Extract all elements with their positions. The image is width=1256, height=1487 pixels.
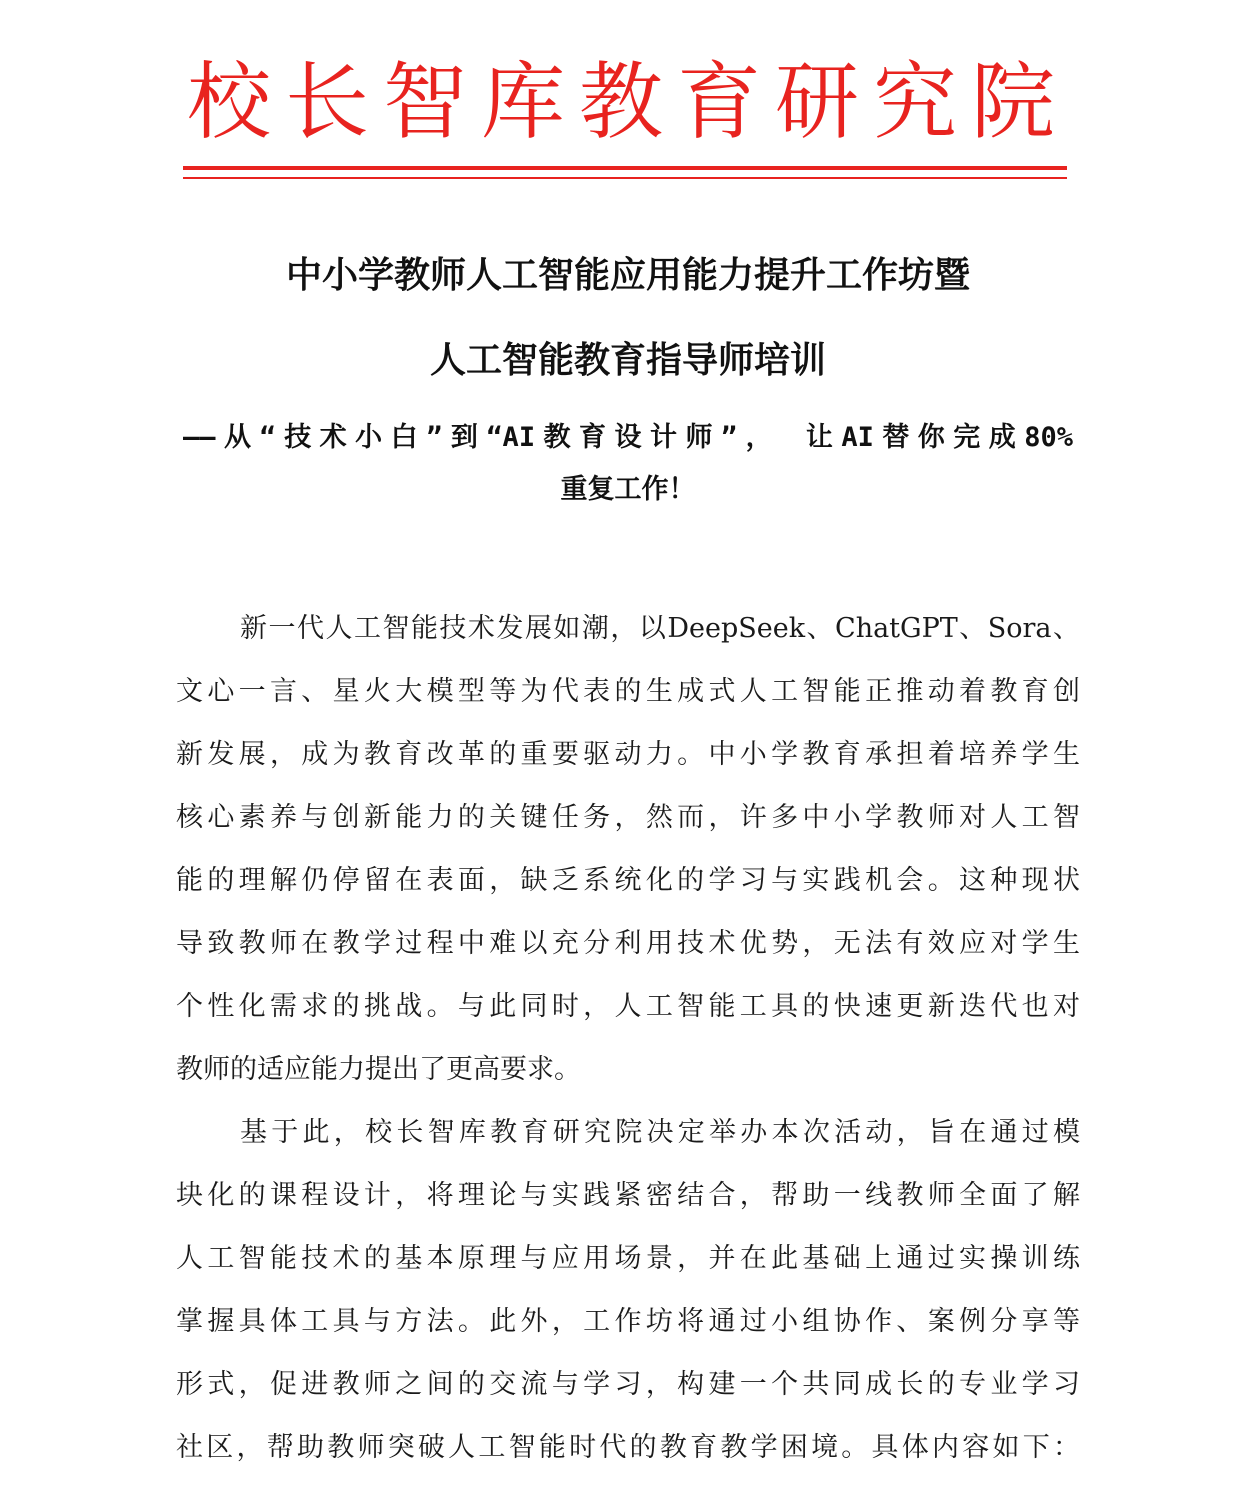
paragraph-2-line: 社区，帮助教师突破人工智能时代的教育教学困境。具体内容如下：: [176, 1432, 1080, 1463]
paragraph-1-line: 能的理解仍停留在表面，缺乏系统化的学习与实践机会。这种现状: [176, 865, 1080, 896]
paragraph-2-line: 形式，促进教师之间的交流与学习，构建一个共同成长的专业学习: [176, 1369, 1080, 1400]
paragraph-1-line: 核心素养与创新能力的关键任务，然而，许多中小学教师对人工智: [176, 802, 1080, 833]
paragraph-1-line: 个性化需求的挑战。与此同时，人工智能工具的快速更新迭代也对: [176, 991, 1080, 1022]
paragraph-1-line: 新发展，成为教育改革的重要驱动力。中小学教育承担着培养学生: [176, 739, 1080, 770]
document-subtitle-line-1: ——从“技术小白”到“AI教育设计师”， 让AI替你完成80%: [183, 422, 1073, 453]
document-title-line-2: 人工智能教育指导师培训: [429, 340, 826, 381]
paragraph-2-line: 块化的课程设计，将理论与实践紧密结合，帮助一线教师全面了解: [176, 1180, 1080, 1211]
paragraph-1-line: 新一代人工智能技术发展如潮，以DeepSeek、ChatGPT、Sora、: [240, 613, 1080, 644]
paragraph-1-line: 文心一言、星火大模型等为代表的生成式人工智能正推动着教育创: [176, 676, 1080, 707]
paragraph-1-line: 导致教师在教学过程中难以充分利用技术优势，无法有效应对学生: [176, 928, 1080, 959]
document-title-line-1: 中小学教师人工智能应用能力提升工作坊暨: [285, 255, 970, 296]
org-header-title: 校长智库教育研究院: [186, 53, 1069, 151]
header-rule-thin: [183, 177, 1067, 179]
paragraph-2-line: 掌握具体工具与方法。此外，工作坊将通过小组协作、案例分享等: [176, 1306, 1080, 1337]
paragraph-1-line: 教师的适应能力提出了更高要求。: [176, 1054, 581, 1085]
paragraph-2-line: 人工智能技术的基本原理与应用场景，并在此基础上通过实操训练: [176, 1243, 1080, 1274]
header-rule-thick: [183, 166, 1067, 170]
document-subtitle-line-2: 重复工作！: [560, 474, 696, 505]
paragraph-2-line: 基于此，校长智库教育研究院决定举办本次活动，旨在通过模: [240, 1117, 1080, 1148]
